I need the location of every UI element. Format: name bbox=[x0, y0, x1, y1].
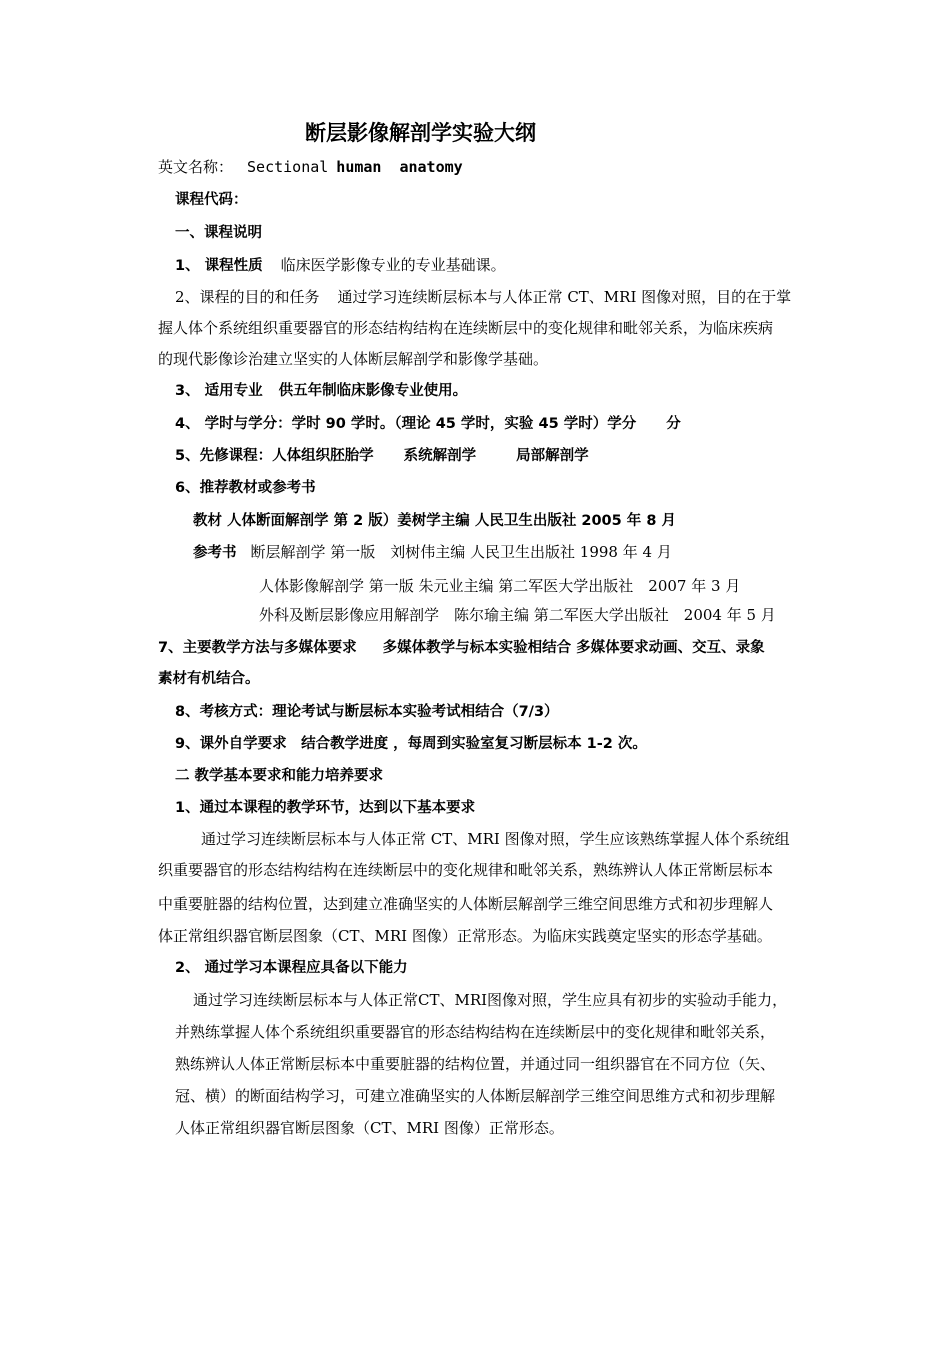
teaching-method-line-2: 素材有机结合。 bbox=[158, 671, 260, 687]
course-purpose-label: 2、课程的目的和任务 bbox=[175, 288, 320, 306]
textbook-line: 教材 人体断面解剖学 第 2 版）姜树学主编 人民卫生出版社 2005 年 8 月 bbox=[193, 513, 676, 529]
teaching-method-text: 多媒体教学与标本实验相结合 多媒体要求动画、交互、录象 bbox=[382, 640, 765, 656]
page-title: 断层影像解剖学实验大纲 bbox=[305, 121, 536, 145]
reference-1: 断层解剖学 第一版 刘树伟主编 人民卫生出版社 1998 年 4 月 bbox=[250, 543, 672, 561]
abilities-line-2: 并熟练掌握人体个系统组织重要器官的形态结构结构在连续断层中的变化规律和毗邻关系， bbox=[175, 1023, 776, 1041]
teaching-method-label: 7、主要教学方法与多媒体要求 bbox=[158, 640, 357, 656]
self-study-line: 9、课外自学要求 结合教学进度 ，每周到实验室复习断层标本 1-2 次。 bbox=[175, 736, 647, 752]
section-2-heading: 二 教学基本要求和能力培养要求 bbox=[175, 768, 384, 784]
prerequisite-1: 5、先修课程：人体组织胚胎学 bbox=[175, 448, 374, 464]
course-purpose-text-1: 通过学习连续断层标本与人体正常 CT、MRI 图像对照，目的在于掌 bbox=[337, 288, 792, 306]
assessment-line: 8、考核方式：理论考试与断层标本实验考试相结合（7/3） bbox=[175, 704, 559, 720]
abilities-line-5: 人体正常组织器官断层图象（CT、MRI 图像）正常形态。 bbox=[175, 1119, 564, 1137]
abilities-heading: 2、 通过学习本课程应具备以下能力 bbox=[175, 960, 408, 976]
hours-credits-text: 4、 学时与学分：学时 90 学时。（理论 45 学时，实验 45 学时）学分 bbox=[175, 416, 637, 432]
basic-requirements-line-1: 通过学习连续断层标本与人体正常 CT、MRI 图像对照，学生应该熟练掌握人体个系统组 bbox=[201, 830, 790, 848]
english-name-line bbox=[158, 156, 463, 178]
reference-line-1 bbox=[193, 541, 672, 564]
credits-unit: 分 bbox=[666, 416, 681, 432]
teaching-method-line-1 bbox=[158, 637, 765, 659]
course-purpose-line-1 bbox=[175, 286, 791, 308]
hours-credits-line bbox=[175, 413, 681, 435]
abilities-line-4: 冠、横）的断面结构学习，可建立准确坚实的人体断层解剖学三维空间思维方式和初步理解 bbox=[175, 1087, 776, 1105]
english-name-word-3: anatomy bbox=[399, 158, 463, 176]
basic-requirements-heading: 1、通过本课程的教学环节，达到以下基本要求 bbox=[175, 800, 476, 816]
section-1-heading: 一、课程说明 bbox=[175, 225, 262, 241]
basic-requirements-line-2: 织重要器官的形态结构结构在连续断层中的变化规律和毗邻关系，熟练辨认人体正常断层标本 bbox=[158, 861, 774, 879]
prerequisite-3: 局部解剖学 bbox=[516, 448, 589, 464]
basic-requirements-line-3: 中重要脏器的结构位置，达到建立准确坚实的人体断层解剖学三维空间思维方式和初步理解人 bbox=[158, 895, 774, 913]
course-purpose-line-3: 的现代影像诊治建立坚实的人体断层解剖学和影像学基础。 bbox=[158, 350, 549, 368]
references-heading: 6、推荐教材或参考书 bbox=[175, 480, 316, 496]
prerequisites-line bbox=[175, 445, 589, 467]
english-name-word-2: human bbox=[336, 158, 382, 176]
abilities-line-1: 通过学习连续断层标本与人体正常CT、MRI图像对照，学生应具有初步的实验动手能力， bbox=[193, 991, 788, 1009]
reference-label: 参考书 bbox=[193, 545, 237, 561]
reference-2: 人体影像解剖学 第一版 朱元业主编 第二军医大学出版社 2007 年 3 月 bbox=[259, 577, 741, 595]
course-nature-line bbox=[175, 254, 506, 277]
course-code-label: 课程代码： bbox=[175, 192, 248, 208]
english-name-word-1: Sectional bbox=[247, 158, 329, 176]
english-name-label: 英文名称： bbox=[158, 158, 234, 176]
course-purpose-line-2: 握人体个系统组织重要器官的形态结构结构在连续断层中的变化规律和毗邻关系，为临床疾病 bbox=[158, 319, 774, 337]
basic-requirements-line-4: 体正常组织器官断层图象（CT、MRI 图像）正常形态。为临床实践奠定坚实的形态学基础。 bbox=[158, 927, 772, 945]
prerequisite-2: 系统解剖学 bbox=[403, 448, 477, 464]
course-nature-text: 临床医学影像专业的专业基础课。 bbox=[280, 256, 506, 274]
reference-3: 外科及断层影像应用解剖学 陈尔瑜主编 第二军医大学出版社 2004 年 5 月 bbox=[259, 606, 776, 624]
applicable-major-text: 供五年制临床影像专业使用。 bbox=[278, 383, 468, 399]
applicable-major-label: 3、 适用专业 bbox=[175, 383, 263, 399]
course-nature-label: 1、 课程性质 bbox=[175, 258, 263, 274]
abilities-line-3: 熟练辨认人体正常断层标本中重要脏器的结构位置，并通过同一组织器官在不同方位（矢、 bbox=[175, 1055, 776, 1073]
applicable-major-line bbox=[175, 380, 467, 402]
